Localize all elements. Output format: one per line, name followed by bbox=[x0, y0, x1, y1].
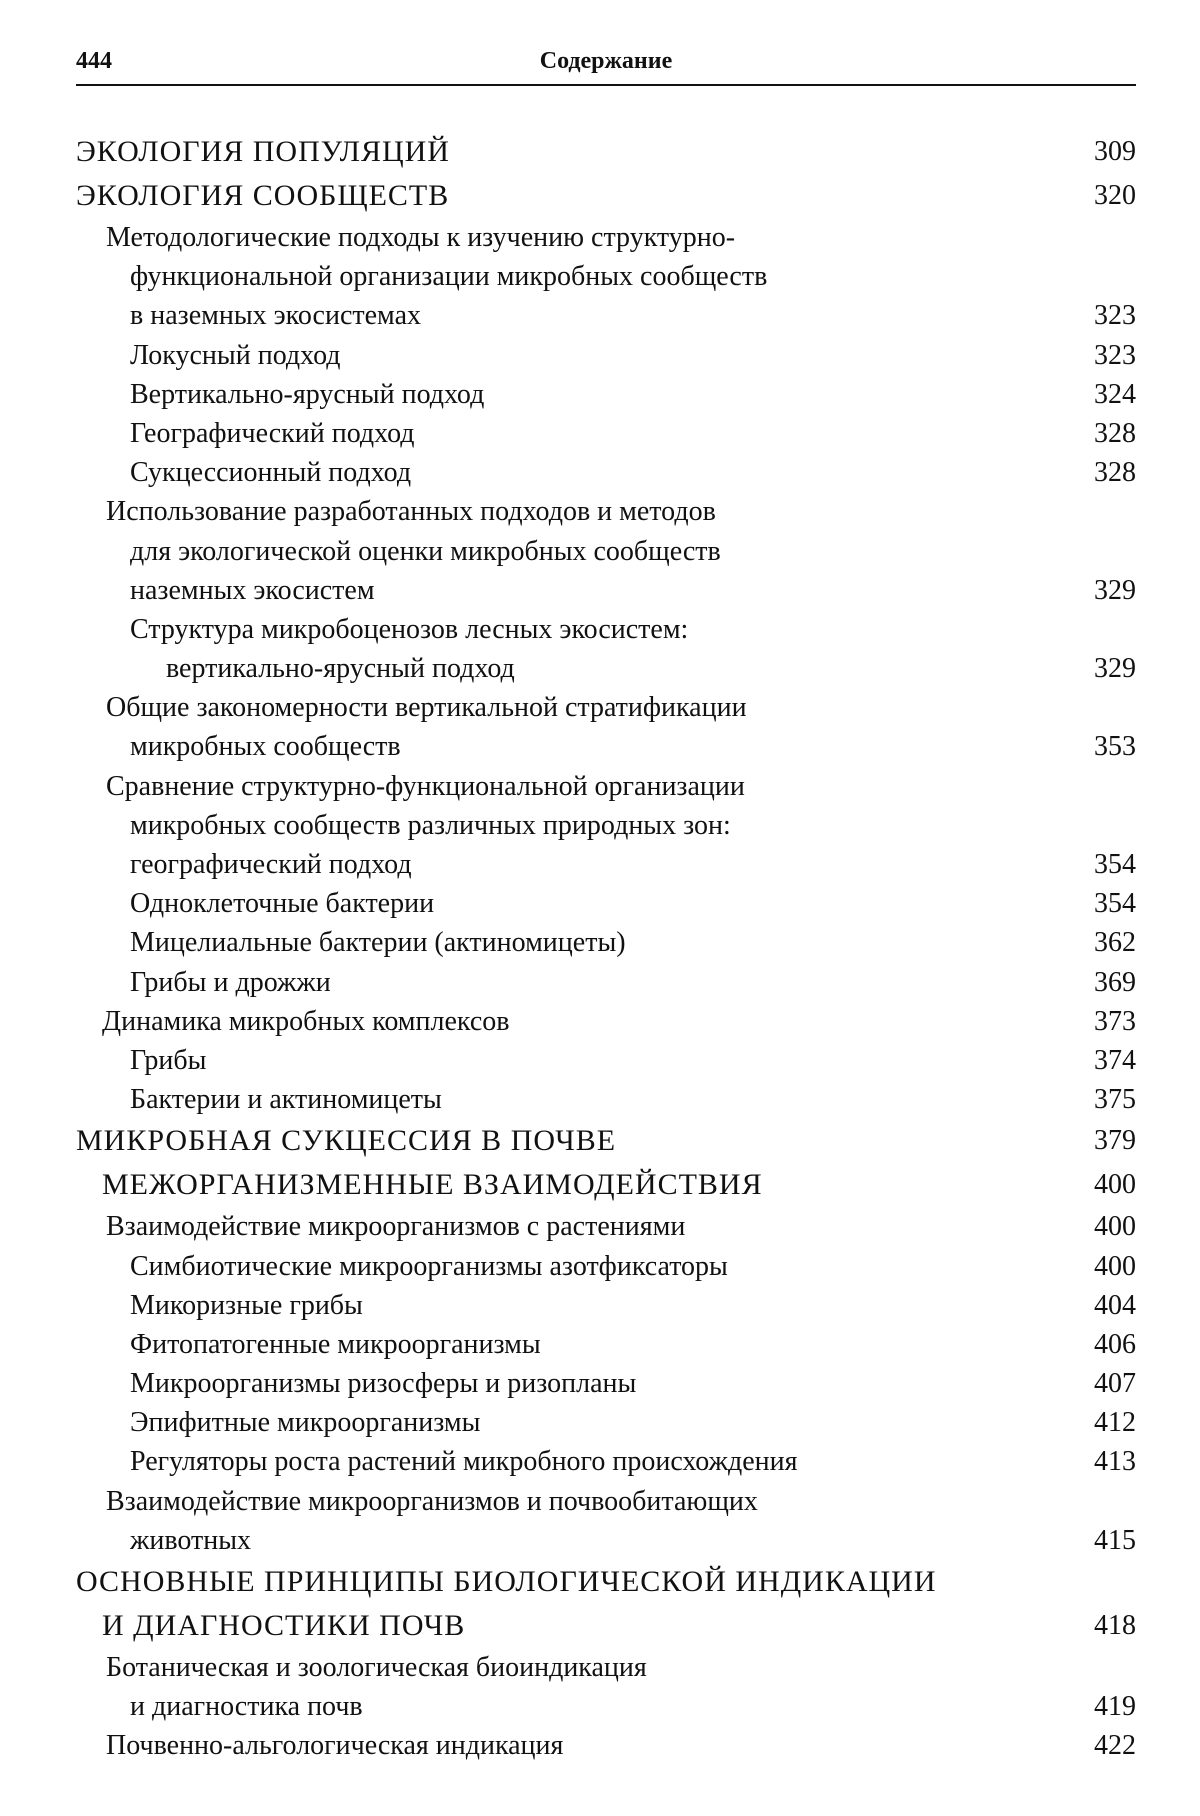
toc-entry-page: 309 bbox=[1076, 130, 1136, 174]
toc-entry-page: 354 bbox=[1076, 845, 1136, 884]
toc-entry-page: 379 bbox=[1076, 1119, 1136, 1163]
toc-entry-title: Микроорганизмы ризосферы и ризопланы bbox=[130, 1368, 644, 1399]
toc-entry-page: 374 bbox=[1076, 1041, 1136, 1080]
toc-entry bbox=[76, 1403, 1136, 1442]
toc-entry-text-wrap bbox=[166, 649, 1076, 688]
toc-entry-text-wrap bbox=[130, 1247, 1076, 1286]
toc-entry-page: 400 bbox=[1076, 1207, 1136, 1246]
toc-entry-page: 418 bbox=[1076, 1604, 1136, 1648]
leader-dots: .................................................................................................... bbox=[76, 174, 1076, 213]
leader-dots: ....................................................................................... bbox=[130, 571, 1076, 610]
toc-entry-text-wrap bbox=[76, 1119, 1076, 1163]
toc-entry-text-wrap bbox=[130, 453, 1076, 492]
toc-entry bbox=[76, 1560, 1136, 1604]
toc-entry-text-wrap bbox=[76, 1560, 1076, 1604]
toc-entry-title: Методологические подходы к изучению структурно- bbox=[106, 222, 743, 253]
toc-entry-text-wrap bbox=[102, 1163, 1076, 1207]
leader-dots: ....................................................................................... bbox=[130, 1687, 1076, 1726]
toc-entry-title: в наземных экосистемах bbox=[130, 300, 429, 331]
leader-dots: .............................................................. bbox=[130, 727, 1076, 766]
toc-entry-title: Грибы bbox=[130, 1045, 214, 1076]
toc-entry-title: Общие закономерности вертикальной стратификации bbox=[106, 692, 755, 723]
toc-entry-title: ЭКОЛОГИЯ СООБЩЕСТВ bbox=[76, 179, 457, 212]
table-of-contents bbox=[76, 130, 1136, 1766]
toc-entry-text-wrap bbox=[76, 130, 1076, 174]
toc-entry-text-wrap bbox=[106, 767, 1076, 806]
toc-entry bbox=[76, 1442, 1136, 1481]
toc-entry-page: 412 bbox=[1076, 1403, 1136, 1442]
toc-entry-page: 404 bbox=[1076, 1286, 1136, 1325]
toc-entry-page: 400 bbox=[1076, 1247, 1136, 1286]
toc-entry-text-wrap bbox=[76, 174, 1076, 218]
toc-entry-title: функциональной организации микробных сообществ bbox=[130, 261, 775, 292]
leader-dots: ....................................................................................... bbox=[130, 963, 1076, 1002]
toc-entry bbox=[76, 492, 1136, 531]
toc-entry-page: 328 bbox=[1076, 453, 1136, 492]
toc-entry-text-wrap bbox=[130, 532, 1076, 571]
toc-entry-title: вертикально-ярусный подход bbox=[166, 653, 523, 684]
toc-entry-text-wrap bbox=[130, 1080, 1076, 1119]
toc-entry bbox=[76, 1207, 1136, 1246]
toc-entry-text-wrap bbox=[130, 414, 1076, 453]
toc-entry-text-wrap bbox=[106, 1207, 1076, 1246]
toc-entry-title: Мицелиальные бактерии (актиномицеты) bbox=[130, 927, 634, 958]
toc-entry bbox=[76, 688, 1136, 727]
toc-entry-title: Взаимодействие микроорганизмов с растениями bbox=[106, 1211, 693, 1242]
toc-entry-title: микробных сообществ bbox=[130, 731, 409, 762]
toc-entry-text-wrap bbox=[130, 257, 1076, 296]
toc-entry bbox=[76, 1648, 1136, 1687]
toc-entry-title: Одноклеточные бактерии bbox=[130, 888, 442, 919]
toc-entry-page: 413 bbox=[1076, 1442, 1136, 1481]
toc-entry bbox=[76, 1286, 1136, 1325]
toc-entry-page: 373 bbox=[1076, 1002, 1136, 1041]
toc-entry-title: ЭКОЛОГИЯ ПОПУЛЯЦИЙ bbox=[76, 135, 458, 168]
toc-entry-title: Симбиотические микроорганизмы азотфиксаторы bbox=[130, 1251, 736, 1282]
toc-entry-page: 329 bbox=[1076, 649, 1136, 688]
leader-dots: .............................................................. bbox=[130, 296, 1076, 335]
page-title: Содержание bbox=[76, 48, 1136, 75]
toc-entry bbox=[76, 1002, 1136, 1041]
leader-dots: .............................................................. bbox=[130, 375, 1076, 414]
toc-entry bbox=[76, 296, 1136, 335]
toc-entry-title: наземных экосистем bbox=[130, 575, 383, 606]
toc-entry-title: Географический подход bbox=[130, 418, 423, 449]
toc-entry-page: 375 bbox=[1076, 1080, 1136, 1119]
toc-entry bbox=[76, 257, 1136, 296]
toc-entry-text-wrap bbox=[130, 571, 1076, 610]
toc-entry bbox=[76, 1364, 1136, 1403]
toc-entry bbox=[76, 1687, 1136, 1726]
toc-entry-title: МИКРОБНАЯ СУКЦЕССИЯ В ПОЧВЕ bbox=[76, 1124, 624, 1157]
toc-entry-text-wrap bbox=[130, 845, 1076, 884]
toc-entry-text-wrap bbox=[106, 1648, 1076, 1687]
leader-dots: .............................................................. bbox=[130, 453, 1076, 492]
toc-entry-title: Вертикально-ярусный подход bbox=[130, 379, 492, 410]
toc-entry bbox=[76, 532, 1136, 571]
toc-entry bbox=[76, 1726, 1136, 1765]
toc-entry-title: для экологической оценки микробных сообществ bbox=[130, 536, 729, 567]
toc-entry-text-wrap bbox=[130, 884, 1076, 923]
toc-entry bbox=[76, 845, 1136, 884]
toc-entry bbox=[76, 174, 1136, 218]
toc-entry-title: Взаимодействие микроорганизмов и почвообитающих bbox=[106, 1486, 766, 1517]
toc-entry-title: Регуляторы роста растений микробного происхождения bbox=[130, 1446, 805, 1477]
toc-entry-text-wrap bbox=[130, 296, 1076, 335]
toc-entry-page: 415 bbox=[1076, 1521, 1136, 1560]
toc-entry bbox=[76, 336, 1136, 375]
toc-entry bbox=[76, 1041, 1136, 1080]
toc-entry-title: Сравнение структурно-функциональной организации bbox=[106, 771, 753, 802]
toc-entry bbox=[76, 963, 1136, 1002]
toc-entry-title: Использование разработанных подходов и методов bbox=[106, 496, 724, 527]
leader-dots: ................................................... bbox=[106, 1726, 1076, 1765]
toc-entry-text-wrap bbox=[102, 1002, 1076, 1041]
toc-entry-text-wrap bbox=[130, 336, 1076, 375]
toc-entry bbox=[76, 884, 1136, 923]
toc-entry-text-wrap bbox=[130, 610, 1076, 649]
toc-entry-title: Сукцессионный подход bbox=[130, 457, 419, 488]
toc-entry-title: микробных сообществ различных природных зон: bbox=[130, 810, 739, 841]
toc-entry-page: 406 bbox=[1076, 1325, 1136, 1364]
toc-entry-page: 400 bbox=[1076, 1163, 1136, 1207]
toc-entry bbox=[76, 1163, 1136, 1207]
toc-entry-title: Эпифитные микроорганизмы bbox=[130, 1407, 488, 1438]
toc-entry-title: И ДИАГНОСТИКИ ПОЧВ bbox=[102, 1609, 473, 1642]
leader-dots: ................................................... bbox=[102, 1002, 1076, 1041]
toc-entry bbox=[76, 571, 1136, 610]
toc-entry-title: Локусный подход bbox=[130, 340, 349, 371]
toc-entry-title: Почвенно-альгологическая индикация bbox=[106, 1730, 571, 1761]
leader-dots: ....................................................................................... bbox=[130, 1286, 1076, 1325]
toc-entry bbox=[76, 806, 1136, 845]
toc-entry bbox=[76, 1119, 1136, 1163]
toc-entry-title: Ботаническая и зоологическая биоиндикация bbox=[106, 1652, 655, 1683]
toc-entry-text-wrap bbox=[130, 1521, 1076, 1560]
leader-dots: .............................................................. bbox=[130, 884, 1076, 923]
toc-entry-page: 329 bbox=[1076, 571, 1136, 610]
toc-entry-text-wrap bbox=[130, 1442, 1076, 1481]
toc-entry-page: 362 bbox=[1076, 923, 1136, 962]
toc-entry bbox=[76, 130, 1136, 174]
toc-entry bbox=[76, 375, 1136, 414]
toc-entry-text-wrap bbox=[106, 218, 1076, 257]
toc-entry-text-wrap bbox=[130, 963, 1076, 1002]
toc-entry-text-wrap bbox=[130, 806, 1076, 845]
toc-entry-text-wrap bbox=[130, 727, 1076, 766]
toc-entry-title: Динамика микробных комплексов bbox=[102, 1006, 517, 1037]
toc-entry-page: 353 bbox=[1076, 727, 1136, 766]
toc-entry-text-wrap bbox=[106, 1482, 1076, 1521]
toc-entry bbox=[76, 767, 1136, 806]
toc-entry-text-wrap bbox=[106, 688, 1076, 727]
leader-dots: ....................................................................................... bbox=[130, 1041, 1076, 1080]
toc-entry-title: Фитопатогенные микроорганизмы bbox=[130, 1329, 549, 1360]
toc-entry bbox=[76, 1604, 1136, 1648]
toc-entry bbox=[76, 414, 1136, 453]
leader-dots: .............................................................. bbox=[130, 414, 1076, 453]
toc-entry-text-wrap bbox=[130, 1687, 1076, 1726]
leader-dots: ....................................................................................... bbox=[130, 336, 1076, 375]
toc-page bbox=[76, 40, 1136, 1780]
toc-entry bbox=[76, 1325, 1136, 1364]
page-header bbox=[76, 40, 1136, 86]
leader-dots: .................................................. bbox=[130, 1325, 1076, 1364]
toc-entry-text-wrap bbox=[130, 1286, 1076, 1325]
toc-entry-page: 422 bbox=[1076, 1726, 1136, 1765]
toc-entry-title: Бактерии и актиномицеты bbox=[130, 1084, 450, 1115]
toc-entry-text-wrap bbox=[130, 1325, 1076, 1364]
toc-entry bbox=[76, 923, 1136, 962]
toc-entry-text-wrap bbox=[130, 1403, 1076, 1442]
toc-entry bbox=[76, 610, 1136, 649]
toc-entry-page: 369 bbox=[1076, 963, 1136, 1002]
toc-entry bbox=[76, 453, 1136, 492]
toc-entry bbox=[76, 649, 1136, 688]
toc-entry bbox=[76, 218, 1136, 257]
toc-entry-page: 320 bbox=[1076, 174, 1136, 218]
toc-entry bbox=[76, 1521, 1136, 1560]
leader-dots: .............................................................. bbox=[130, 1403, 1076, 1442]
toc-entry bbox=[76, 1247, 1136, 1286]
toc-entry-title: Структура микробоценозов лесных экосистем: bbox=[130, 614, 696, 645]
leader-dots: ....................................................................................... bbox=[130, 1521, 1076, 1560]
toc-entry-title: Микоризные грибы bbox=[130, 1290, 371, 1321]
toc-entry-title: МЕЖОРГАНИЗМЕННЫЕ ВЗАИМОДЕЙСТВИЯ bbox=[102, 1168, 771, 1201]
toc-entry-text-wrap bbox=[130, 375, 1076, 414]
toc-entry-title: ОСНОВНЫЕ ПРИНЦИПЫ БИОЛОГИЧЕСКОЙ ИНДИКАЦИИ bbox=[76, 1565, 945, 1598]
toc-entry-text-wrap bbox=[106, 492, 1076, 531]
toc-entry-title: животных bbox=[130, 1525, 259, 1556]
toc-entry-title: Грибы и дрожжи bbox=[130, 967, 339, 998]
toc-entry-page: 419 bbox=[1076, 1687, 1136, 1726]
leader-dots: .............................................................. bbox=[130, 1080, 1076, 1119]
toc-entry-page: 354 bbox=[1076, 884, 1136, 923]
toc-entry-page: 324 bbox=[1076, 375, 1136, 414]
leader-dots: .............................................................. bbox=[130, 845, 1076, 884]
toc-entry-page: 328 bbox=[1076, 414, 1136, 453]
toc-entry-text-wrap bbox=[130, 923, 1076, 962]
toc-entry-text-wrap bbox=[106, 1726, 1076, 1765]
toc-entry-page: 407 bbox=[1076, 1364, 1136, 1403]
leader-dots: .................................................................................................... bbox=[76, 130, 1076, 169]
toc-entry-page: 323 bbox=[1076, 296, 1136, 335]
toc-entry-title: географический подход bbox=[130, 849, 420, 880]
toc-entry-text-wrap bbox=[130, 1041, 1076, 1080]
leader-dots: ......................................................... bbox=[166, 649, 1076, 688]
toc-entry-title: и диагностика почв bbox=[130, 1691, 371, 1722]
page-number: 444 bbox=[76, 48, 112, 75]
toc-entry-page: 323 bbox=[1076, 336, 1136, 375]
toc-entry-text-wrap bbox=[102, 1604, 1076, 1648]
toc-entry bbox=[76, 1482, 1136, 1521]
toc-entry bbox=[76, 1080, 1136, 1119]
toc-entry bbox=[76, 727, 1136, 766]
toc-entry-text-wrap bbox=[130, 1364, 1076, 1403]
leader-dots: ............................................................... bbox=[102, 1604, 1076, 1643]
